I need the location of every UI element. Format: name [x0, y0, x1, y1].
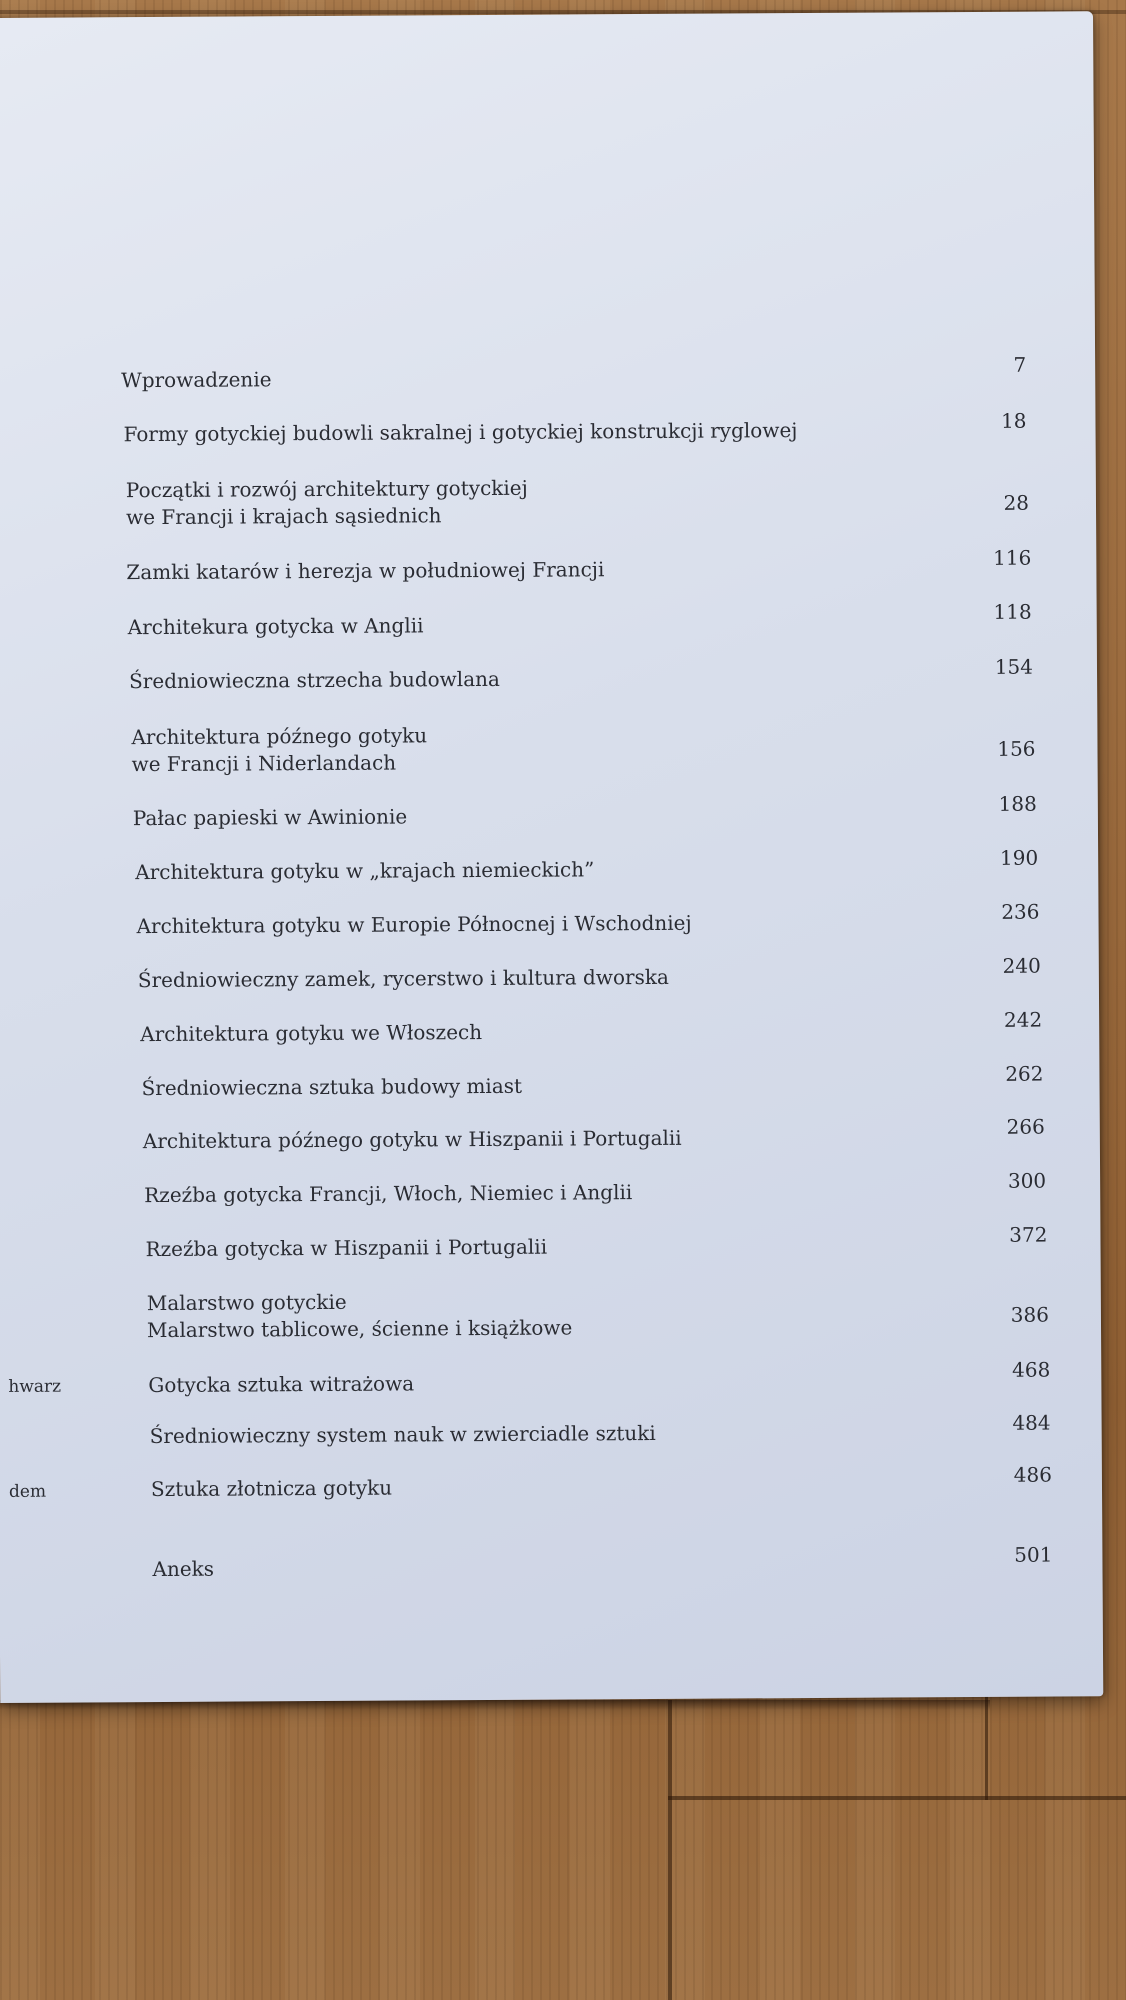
- toc-entry-title: Początki i rozwój architektury gotyckiej: [125, 475, 528, 503]
- toc-entry-title: Architektura gotyku w Europie Północnej i Wschodniej: [136, 910, 692, 939]
- toc-entry-title: Średniowieczny system nauk w zwierciadle sztuki: [149, 1420, 656, 1449]
- toc-entry-title: Pałac papieski w Awinionie: [132, 804, 408, 831]
- toc-page-number: 154: [994, 654, 1034, 679]
- toc-entry-title: Architektura gotyku w „krajach niemieckich”: [135, 857, 595, 885]
- toc-entry-title: Średniowieczna sztuka budowy miast: [141, 1073, 523, 1101]
- toc-page-number: 18: [1000, 408, 1027, 433]
- toc-page-number: 116: [993, 545, 1032, 570]
- toc-entry-title: Rzeźba gotycka Francji, Włoch, Niemiec i Anglii: [144, 1180, 633, 1208]
- toc-entry-title: Gotycka sztuka witrażowa: [148, 1371, 415, 1398]
- toc-entry-title: Rzeźba gotycka w Hiszpanii i Portugalii: [145, 1234, 548, 1262]
- toc-entry-title: Architektura późnego gotyku: [131, 723, 428, 750]
- toc-entry: [123, 417, 797, 448]
- toc-entry: [131, 722, 427, 778]
- toc-page-number: 484: [1012, 1410, 1051, 1435]
- toc-page-number: 28: [1003, 490, 1030, 515]
- toc-entry-title-line2: we Francji i Niderlandach: [131, 750, 397, 777]
- toc-entry-title: Architektura gotyku we Włoszech: [140, 1020, 483, 1047]
- toc-entry: [128, 612, 424, 641]
- toc-entry: [148, 1370, 414, 1399]
- toc-entry-title: Zamki katarów i herezja w południowej Francji: [126, 557, 605, 585]
- toc-page-number: 468: [1012, 1357, 1051, 1382]
- toc-entry: [141, 1073, 522, 1102]
- toc-entry-title: Średniowieczny zamek, rycerstwo i kultura dworska: [137, 964, 669, 993]
- toc-entry-title: Architektura późnego gotyku w Hiszpanii i Portugalii: [142, 1125, 682, 1154]
- toc-page-number: 188: [998, 791, 1037, 816]
- toc-page-number: 156: [997, 736, 1036, 761]
- toc-entry: [138, 964, 669, 994]
- toc-entry: [121, 366, 271, 394]
- toc-page-number: 266: [1006, 1114, 1045, 1139]
- floor-seam: [668, 1796, 1126, 1800]
- toc-entry: [143, 1125, 682, 1155]
- toc-entry: [140, 1019, 482, 1048]
- toc-entry-title-line2: we Francji i krajach sąsiednich: [125, 503, 442, 530]
- toc-page-number: 300: [1007, 1168, 1047, 1193]
- toc-page-number: 236: [1001, 899, 1040, 924]
- toc-page-number: 386: [1010, 1302, 1050, 1327]
- toc-entry: [150, 1420, 656, 1450]
- toc-entry-title: Wprowadzenie: [121, 367, 272, 393]
- toc-page-number: 486: [1013, 1462, 1052, 1487]
- toc-page-number: 240: [1002, 953, 1041, 978]
- toc-entry: [129, 666, 500, 695]
- toc-entry: [126, 475, 528, 531]
- toc-page-number: 262: [1005, 1061, 1044, 1086]
- toc-entry: [152, 1556, 214, 1583]
- toc-page-number: 242: [1003, 1007, 1043, 1032]
- toc-entry-title: Malarstwo gotyckie: [146, 1289, 347, 1316]
- book-page: [0, 11, 1103, 1703]
- floor-seam: [668, 1700, 672, 2000]
- toc-page-number: 501: [1014, 1542, 1053, 1567]
- toc-entry-title: Aneks: [152, 1556, 215, 1582]
- toc-entry: [133, 803, 407, 832]
- toc-entry: [145, 1234, 547, 1263]
- toc-entry: [135, 856, 594, 886]
- toc-entry-title: Sztuka złotnicza gotyku: [150, 1475, 393, 1502]
- toc-entry: [126, 556, 604, 586]
- toc-page-number: 190: [999, 845, 1039, 870]
- table-of-contents: [0, 11, 1103, 1703]
- toc-page-number: 7: [1013, 352, 1027, 377]
- toc-entry-title-line2: Malarstwo tablicowe, ścienne i książkowe: [146, 1315, 573, 1343]
- toc-entry-title: Architekura gotycka w Anglii: [127, 613, 424, 640]
- toc-page-number: 118: [993, 599, 1032, 624]
- toc-entry-title: Formy gotyckiej budowli sakralnej i gotyckiej konstrukcji ryglowej: [123, 418, 798, 447]
- toc-entry: [147, 1287, 573, 1344]
- toc-entry: [144, 1179, 632, 1209]
- toc-entry: [151, 1475, 392, 1503]
- margin-text-fragment: hwarz: [8, 1376, 62, 1397]
- margin-text-fragment: dem: [8, 1481, 47, 1502]
- toc-page-number: 372: [1009, 1222, 1048, 1247]
- toc-entry-title: Średniowieczna strzecha budowlana: [128, 666, 500, 694]
- toc-entry: [136, 910, 691, 940]
